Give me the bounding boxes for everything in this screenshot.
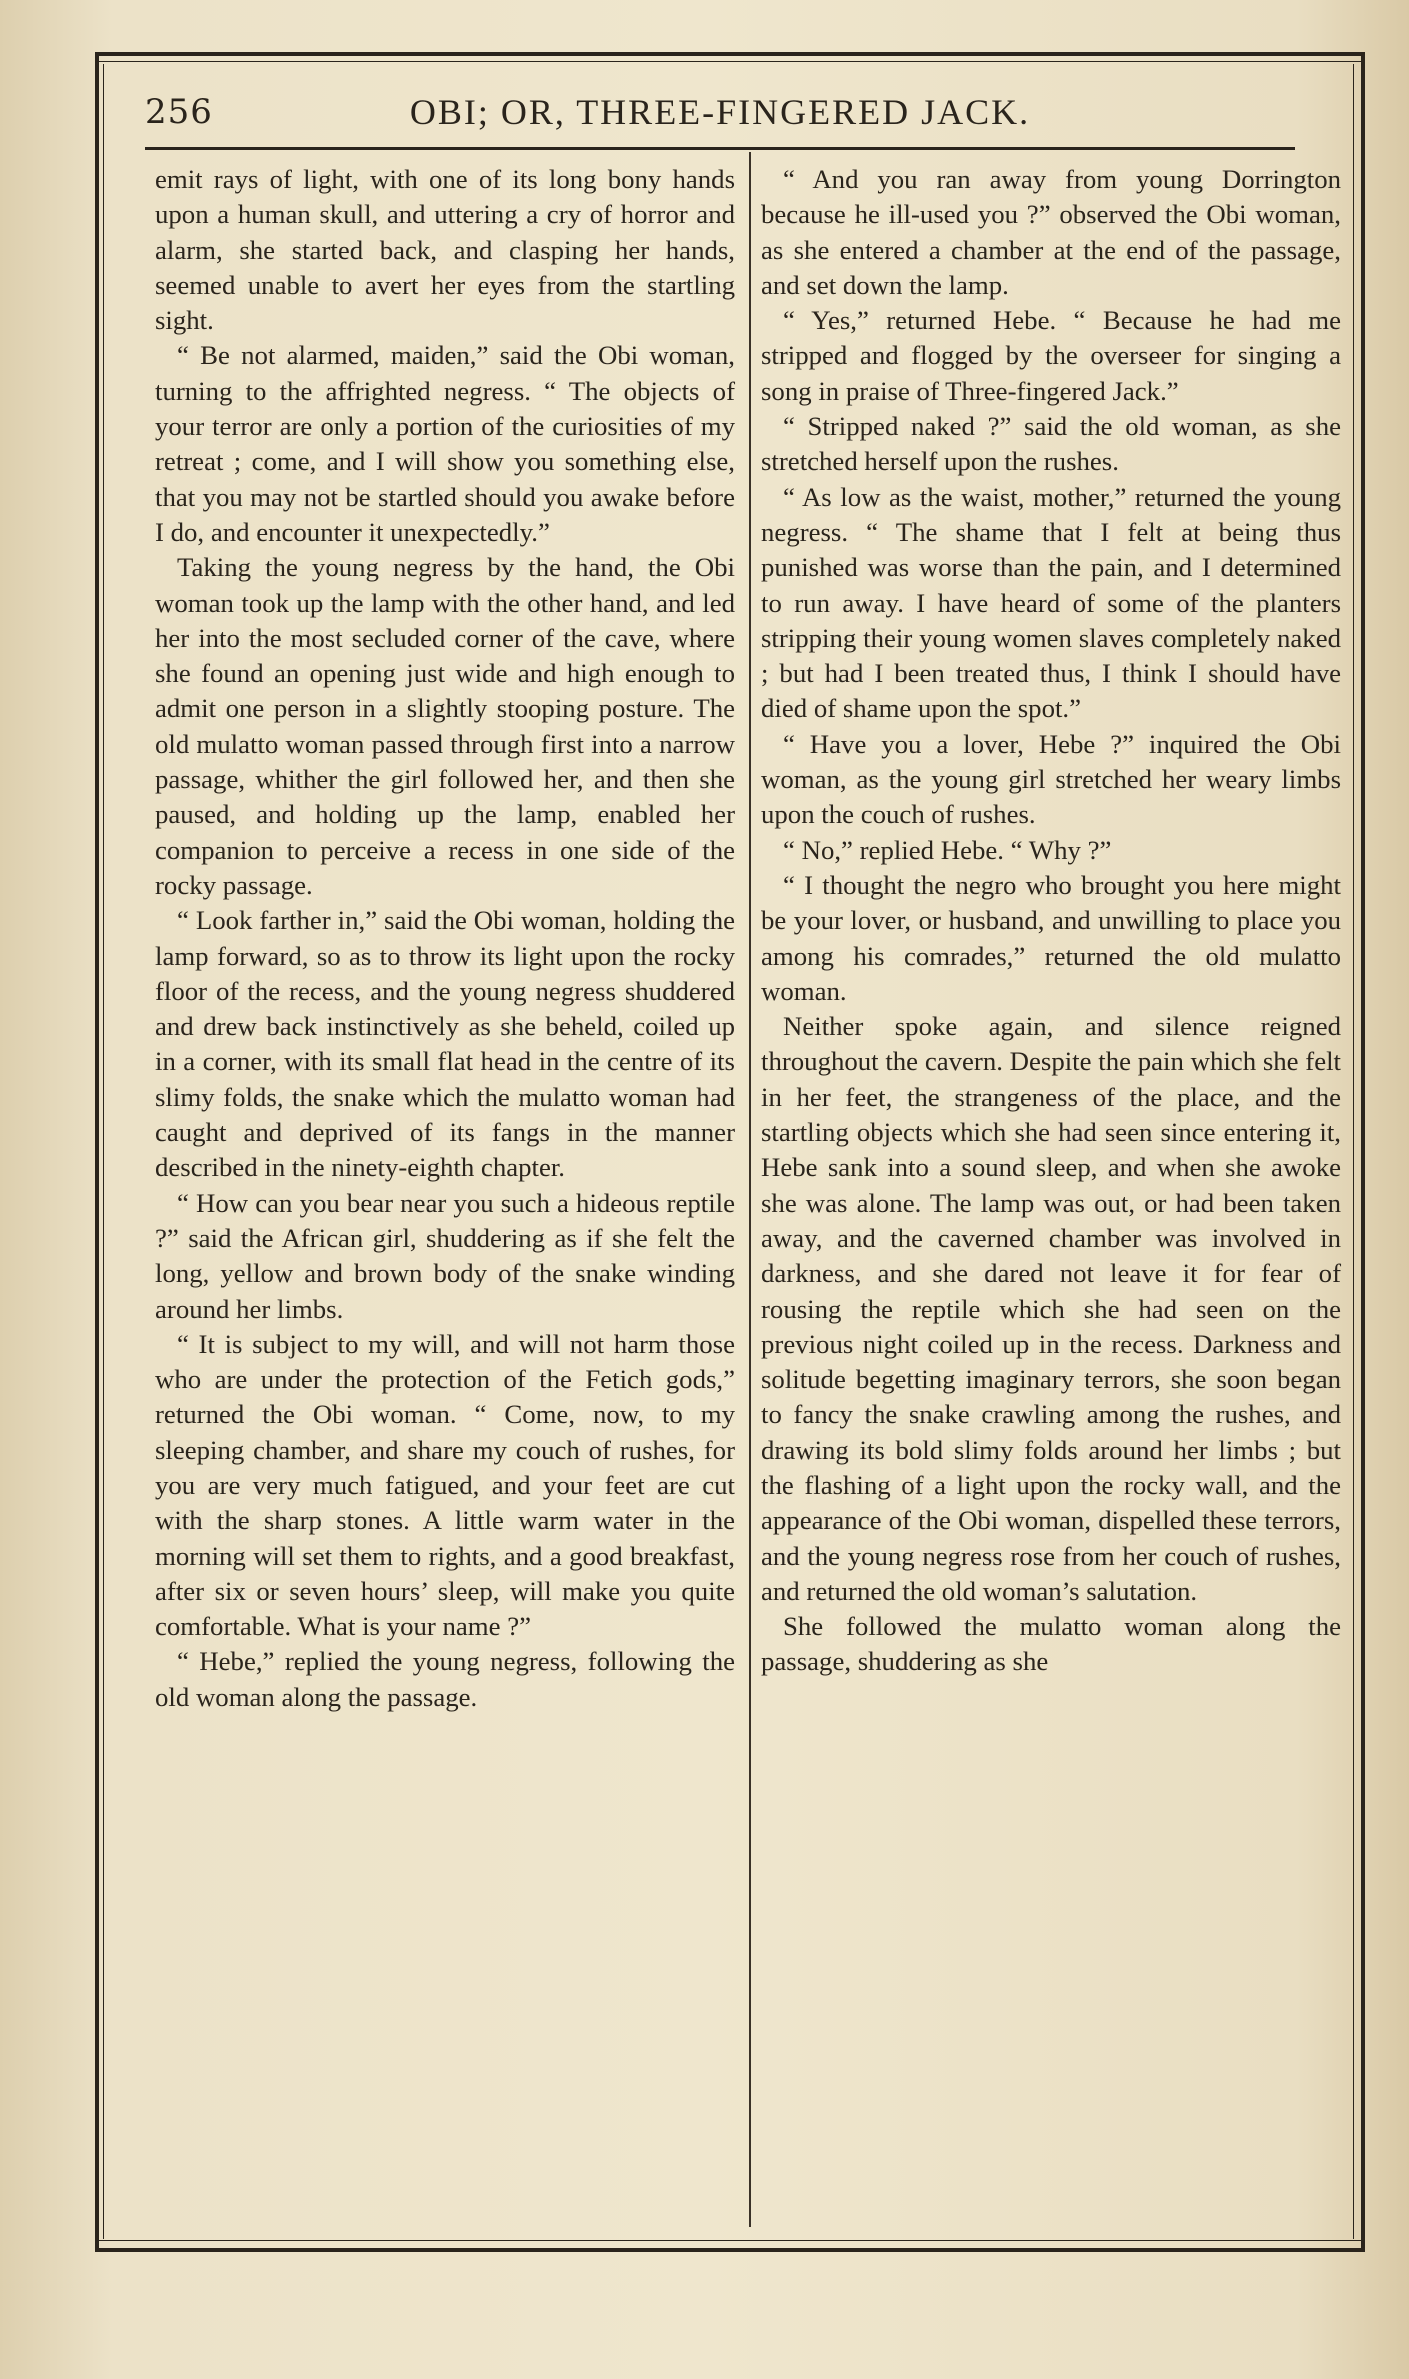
frame-rule-right: [1361, 52, 1365, 2252]
paragraph: “ I thought the negro who brought you here might be your lover, or husband, and unwilling to place you among his comrades,” returned the old mulatto woman.: [761, 869, 1341, 1006]
header-rule: [145, 147, 1295, 150]
frame-rule-left-inner: [103, 64, 104, 2239]
paragraph: Neither spoke again, and silence reigned throughout the cavern. Despite the pain which she felt in her feet, the strangeness of the place, and the startling objects which she had seen since entering it, Hebe sank into a sound sleep, and when she awoke she was alone. The lamp was out, or had been taken away, and the caverned chamber was involved in darkness, and she dared not leave it for fear of rousing the reptile which she had seen on the previous night coiled up in the recess. Darkness and solitude begetting imaginary terrors, she soon began to fancy the snake crawling among the rushes, and drawing its bold slimy folds around her limbs ; but the flashing of a light upon the rocky wall, and the appearance of the Obi woman, dispelled these terrors, and the young negress rose from her couch of rushes, and returned the old woman’s salutation.: [761, 1011, 1341, 1606]
right-column: [761, 162, 1341, 1680]
paragraph: “ No,” replied Hebe. “ Why ?”: [783, 834, 1112, 865]
paragraph: “ Be not alarmed, maiden,” said the Obi woman, turning to the affrighted negress. “ The objects of your terror are only a portion of the curiosities of my retreat ; come, and I will show you something else, that you may not be startled should you awake before I do, and encounter it unexpectedly.”: [155, 340, 735, 547]
frame-rule-top: [95, 52, 1365, 56]
paragraph: “ And you ran away from young Dorrington because he ill-used you ?” observed the Obi woman, as she entered a chamber at the end of the passage, and set down the lamp.: [761, 164, 1341, 300]
paragraph: “ It is subject to my will, and will not harm those who are under the protection of the Fetich gods,” returned the Obi woman. “ Come, now, to my sleeping chamber, and share my couch of rushes, for you are very much fatigued, and your feet are cut with the sharp stones. A little warm water in the morning will set them to rights, and a good breakfast, after six or seven hours’ sleep, will make you quite comfortable. What is your name ?”: [155, 1328, 735, 1642]
paragraph: “ How can you bear near you such a hideous reptile ?” said the African girl, shuddering as if she felt the long, yellow and brown body of the snake winding around her limbs.: [155, 1187, 735, 1324]
paragraph: “ Yes,” returned Hebe. “ Because he had me stripped and flogged by the overseer for singing a song in praise of Three-fingered Jack.”: [761, 305, 1341, 406]
paragraph: She followed the mulatto woman along the passage, shuddering as she: [761, 1611, 1341, 1677]
paragraph: “ Have you a lover, Hebe ?” inquired the Obi woman, as the young girl stretched her weary limbs upon the couch of rushes.: [761, 728, 1341, 830]
paragraph: “ As low as the waist, mother,” returned the young negress. “ The shame that I felt at being thus punished was worse than the pain, and I determined to run away. I have heard of some of the planters stripping their young women slaves completely naked ; but had I been treated thus, I think I should have died of shame upon the spot.”: [761, 481, 1341, 724]
page-title: OBI; OR, THREE-FINGERED JACK.: [409, 92, 1031, 132]
running-head: [145, 82, 1295, 142]
frame-rule-left: [95, 52, 99, 2252]
paragraph: “ Stripped naked ?” said the old woman, as she stretched herself upon the rushes.: [761, 411, 1341, 477]
column-divider: [749, 152, 751, 2227]
left-column: [155, 162, 735, 1715]
paragraph: “ Hebe,” replied the young negress, following the old woman along the passage.: [155, 1646, 735, 1712]
page-frame: [95, 52, 1365, 2252]
frame-rule-top-inner: [95, 61, 1365, 62]
frame-rule-right-inner: [1353, 64, 1354, 2239]
frame-rule-bottom: [95, 2248, 1365, 2252]
paragraph: “ Look farther in,” said the Obi woman, holding the lamp forward, so as to throw its light upon the rocky floor of the recess, and the young negress shuddered and drew back instinctively as she beheld, coiled up in a corner, with its small flat head in the centre of its slimy folds, the snake which the mulatto woman had caught and deprived of its fangs in the manner described in the ninety-eighth chapter.: [155, 905, 735, 1183]
paragraph: emit rays of light, with one of its long bony hands upon a human skull, and uttering a cry of horror and alarm, she started back, and clasping her hands, seemed unable to avert her eyes from the startling sight.: [155, 164, 735, 336]
paragraph: Taking the young negress by the hand, the Obi woman took up the lamp with the other hand, and led her into the most secluded corner of the cave, where she found an opening just wide and high enough to admit one person in a slightly stooping posture. The old mulatto woman passed through first into a narrow passage, whither the girl followed her, and then she paused, and holding up the lamp, enabled her companion to perceive a recess in one side of the rocky passage.: [155, 552, 735, 900]
page-number: 256: [145, 92, 213, 132]
frame-rule-bottom-inner: [95, 2240, 1365, 2241]
